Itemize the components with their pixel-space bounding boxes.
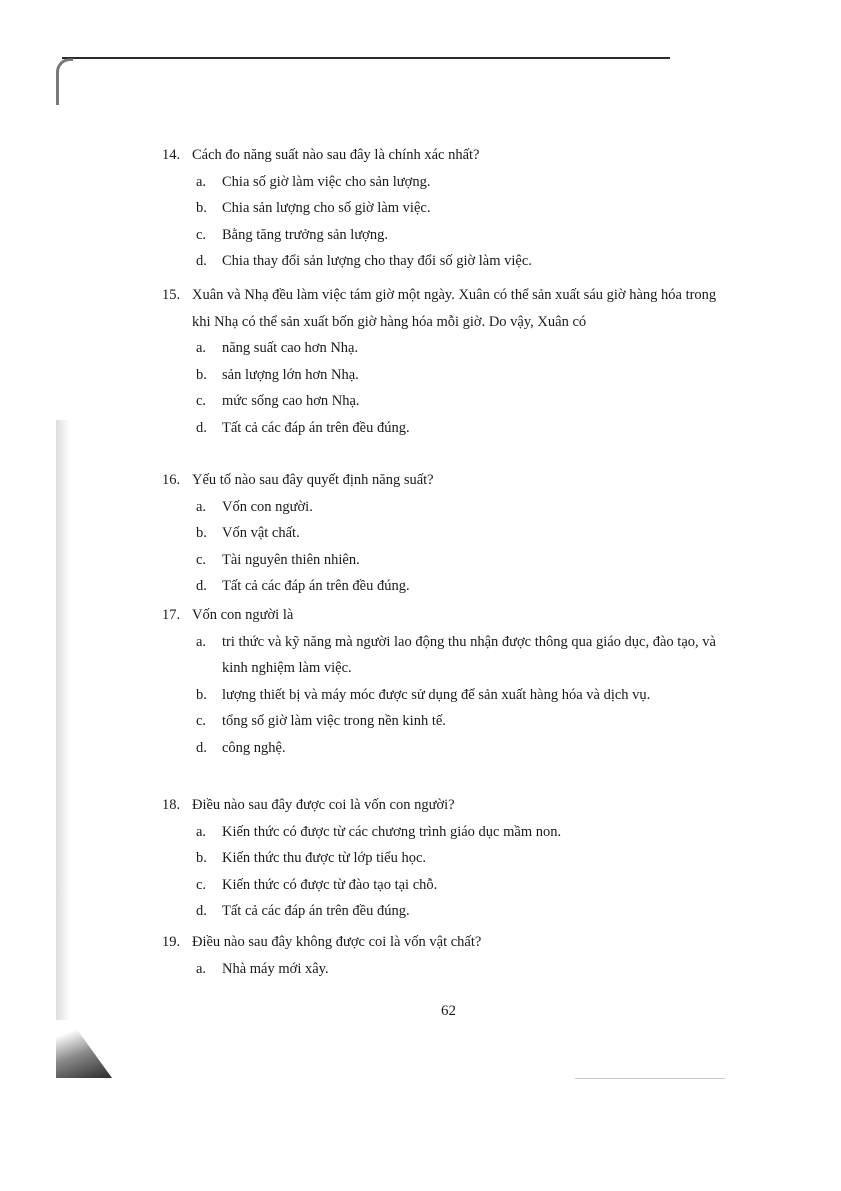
option-letter: d.: [196, 903, 207, 919]
page-number: 62: [441, 1003, 456, 1019]
scan-edge-top: [62, 57, 670, 59]
option-text: Tất cả các đáp án trên đều đúng.: [222, 419, 410, 436]
option-text: Chia thay đổi sản lượng cho thay đổi số giờ làm việc.: [222, 253, 532, 269]
scan-edge-bottom: [575, 1078, 725, 1079]
option-d: [162, 898, 737, 925]
option-text: Nhà máy mới xây.: [222, 960, 329, 977]
question-number: 14.: [162, 147, 181, 163]
question-17: [162, 602, 737, 761]
option-b: [162, 845, 737, 872]
question-number: 15.: [162, 287, 181, 303]
option-letter: a.: [196, 823, 207, 840]
question-number: 19.: [162, 934, 181, 950]
question-text: Xuân và Nhạ đều làm việc tám giờ một ngày. Xuân có thể sản xuất sáu giờ hàng hóa trong khi Nhạ có thể sản xuất bốn giờ hàng hóa mỗi giờ. Do vậy, Xuân có: [192, 287, 717, 330]
option-text: Chia sản lượng cho số giờ làm việc.: [222, 200, 431, 216]
option-letter: c.: [196, 226, 207, 243]
question-14: [162, 142, 737, 275]
option-letter: c.: [196, 393, 207, 409]
option-d: [162, 735, 737, 762]
option-letter: a.: [196, 633, 207, 650]
option-letter: c.: [196, 551, 207, 568]
question-text: Cách đo năng suất nào sau đây là chính xác nhất?: [192, 147, 480, 163]
option-letter: b.: [196, 200, 207, 216]
option-a: [162, 956, 737, 983]
option-text: Tất cả các đáp án trên đều đúng.: [222, 578, 410, 594]
option-c: [162, 708, 737, 735]
option-letter: a.: [196, 340, 207, 356]
question-18: [162, 792, 737, 925]
option-letter: c.: [196, 713, 207, 729]
option-letter: d.: [196, 739, 207, 756]
option-text: công nghệ.: [222, 739, 286, 756]
option-letter: b.: [196, 525, 207, 541]
question-16: [162, 467, 737, 600]
option-d: [162, 415, 737, 442]
question-15: [162, 282, 737, 441]
scan-corner-top-left: [56, 58, 73, 105]
option-b: [162, 682, 737, 709]
option-letter: b.: [196, 366, 207, 383]
option-text: lượng thiết bị và máy móc được sử dụng để sản xuất hàng hóa và dịch vụ.: [222, 686, 651, 703]
option-a: [162, 169, 737, 196]
option-text: Kiến thức có được từ các chương trình giáo dục mầm non.: [222, 823, 562, 840]
option-b: [162, 520, 737, 547]
option-text: Tất cả các đáp án trên đều đúng.: [222, 903, 410, 919]
question-text: Vốn con người là: [192, 607, 294, 623]
option-text: Kiến thức thu được từ lớp tiểu học.: [222, 850, 427, 866]
option-text: năng suất cao hơn Nhạ.: [222, 340, 359, 356]
question-text: Điều nào sau đây được coi là vốn con người?: [192, 797, 455, 813]
option-a: [162, 335, 737, 362]
option-text: Vốn con người.: [222, 498, 313, 515]
option-letter: d.: [196, 419, 207, 436]
question-number: 17.: [162, 607, 181, 623]
question-number: 16.: [162, 472, 181, 488]
option-c: [162, 872, 737, 899]
option-letter: d.: [196, 578, 207, 594]
option-text: Tài nguyên thiên nhiên.: [222, 551, 360, 568]
option-a: [162, 819, 737, 846]
question-19: [162, 929, 737, 982]
option-c: [162, 547, 737, 574]
option-text: tri thức và kỹ năng mà người lao động thu nhận được thông qua giáo dục, đào tạo, và kinh nghiệm làm việc.: [222, 633, 716, 676]
scan-edge-left: [56, 420, 70, 1020]
option-c: [162, 388, 737, 415]
option-letter: a.: [196, 173, 207, 190]
option-text: Vốn vật chất.: [222, 525, 300, 541]
option-letter: a.: [196, 498, 207, 515]
option-letter: a.: [196, 960, 207, 977]
option-b: [162, 362, 737, 389]
option-text: sản lượng lớn hơn Nhạ.: [222, 366, 359, 383]
question-text: Điều nào sau đây không được coi là vốn vật chất?: [192, 934, 482, 950]
option-c: [162, 222, 737, 249]
option-d: [162, 573, 737, 600]
option-b: [162, 195, 737, 222]
option-letter: d.: [196, 253, 207, 269]
option-text: tổng số giờ làm việc trong nền kinh tế.: [222, 713, 446, 729]
option-a: [162, 629, 737, 682]
option-d: [162, 248, 737, 275]
option-text: Bằng tăng trưởng sản lượng.: [222, 226, 388, 243]
option-text: Kiến thức có được từ đào tạo tại chỗ.: [222, 876, 438, 893]
scan-corner-bottom-left: [56, 1010, 112, 1078]
option-text: mức sống cao hơn Nhạ.: [222, 393, 360, 409]
option-text: Chia số giờ làm việc cho sản lượng.: [222, 173, 431, 190]
option-letter: b.: [196, 686, 207, 703]
option-letter: c.: [196, 876, 207, 893]
question-number: 18.: [162, 797, 181, 813]
question-text: Yếu tố nào sau đây quyết định năng suất?: [192, 472, 434, 488]
option-letter: b.: [196, 850, 207, 866]
option-a: [162, 494, 737, 521]
